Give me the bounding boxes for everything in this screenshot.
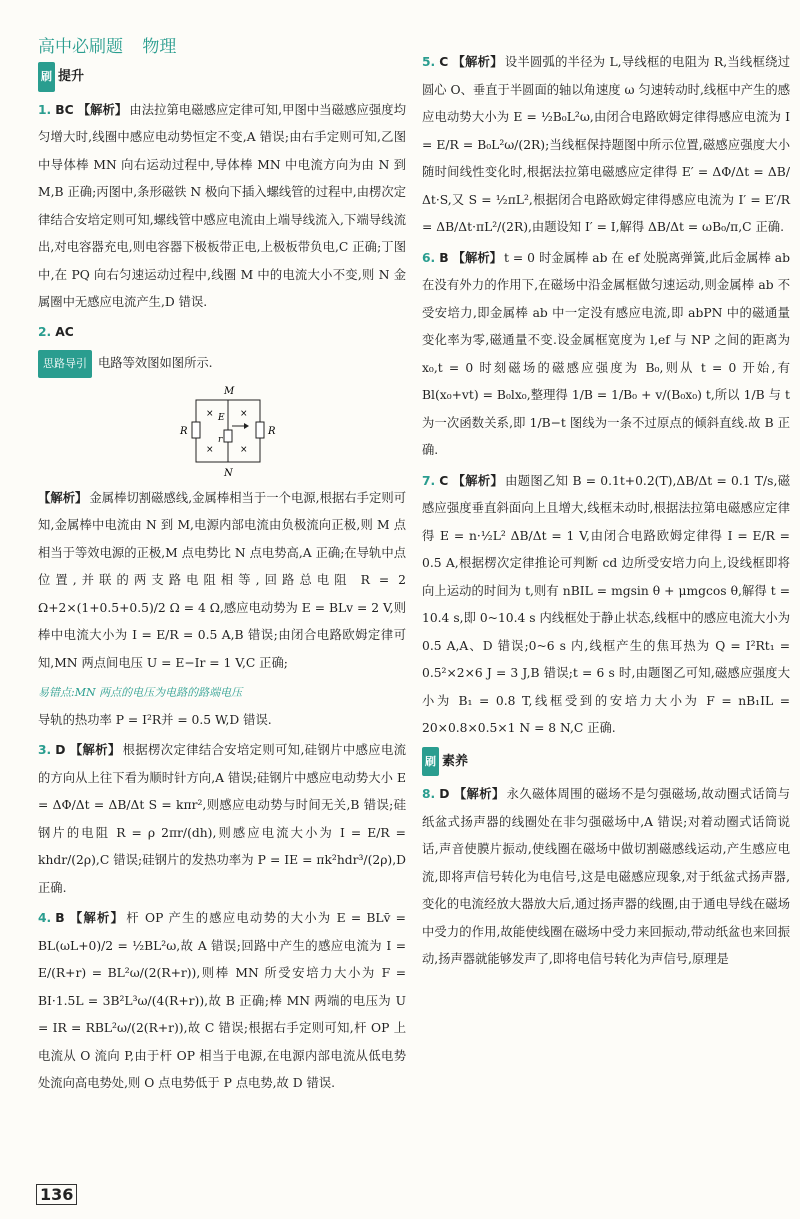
svg-text:×: ×	[240, 408, 248, 419]
answer-2	[38, 484, 406, 678]
question-number: 6.	[422, 250, 436, 265]
answer-key: C	[439, 473, 449, 488]
thinking-guide-badge: 思路导引	[38, 350, 92, 378]
analysis-tag: 【解析】	[452, 54, 503, 69]
analysis-tag: 【解析】	[77, 101, 128, 117]
section-suyang	[422, 747, 468, 777]
section-badge: 刷	[38, 62, 55, 92]
answer-key: D	[55, 743, 66, 757]
page-header	[38, 32, 190, 57]
answer-5	[422, 48, 790, 242]
analysis-text: 由法拉第电磁感应定律可知,甲图中当磁感应强度均匀增大时,线圈中感应电动势恒定不变,A 错误;由右手定则可知,乙图中导体棒 MN 向右运动过程中,导体棒 MN 中电流方向为由 N 到 M,B 正确;丙图中,条形磁铁 N 极向下插入螺线管的过程中,由楞次定律结合安培定则可知,螺线管中感应电流由上端导线流入,下端导线流出,对电容器充电,则电容器下极板带正电,上极板带负电,C 正确;丁图中,在 PQ 向右匀速运动过程中,线圈 M 中的电流大小不变,则 N 金属圈中无感应电流产生,D 错误.	[38, 102, 406, 309]
label-n: N	[224, 467, 233, 478]
analysis-tag: 【解析】	[69, 742, 121, 757]
answer-key: B	[55, 911, 65, 925]
analysis-tag: 【解析】	[38, 489, 88, 505]
question-number: 1.	[38, 102, 52, 117]
error-note: 易错点:MN 两点的电压为电路的路端电压	[38, 686, 243, 699]
right-column	[422, 48, 790, 976]
answer-key: AC	[55, 324, 74, 339]
question-number: 7.	[422, 473, 436, 488]
question-number: 5.	[422, 55, 436, 69]
analysis-tag: 【解析】	[68, 910, 125, 925]
analysis-tag: 【解析】	[452, 472, 504, 488]
label-m: M	[224, 385, 235, 397]
answer-2-head	[38, 319, 406, 347]
analysis-tag: 【解析】	[452, 249, 503, 265]
answer-key: D	[439, 787, 450, 801]
answer-8	[422, 780, 790, 974]
analysis-text: 杆 OP 产生的感应电动势的大小为 E = BLv̄ = BL(ωL+0)/2 = ½BL²ω,故 A 错误;回路中产生的感应电流为 I = E/(R+r) = BL²ω/(2(R+r)),则棒 MN 所受安培力大小为 F = BI·1.5L = 3B²L³ω/(4(R+r)),故 B 正确;棒 MN 两端的电压为 U = IR = RBL²ω/(2(R+r)),故 C 错误;根据右手定则可知,杆 OP 上电流从 O 流向 P,由于杆 OP 相当于电源,在电源内部电流从低电势处流向高电势处,则 O 点电势低于 P 点电势,故 D 错误.	[38, 911, 406, 1090]
label-e: E	[218, 412, 225, 423]
analysis-tag: 【解析】	[453, 786, 505, 801]
answer-1	[38, 96, 406, 317]
answer-2-tail: 导轨的热功率 P = I²R并 = 0.5 W,D 错误.	[38, 712, 272, 727]
question-number: 2.	[38, 324, 52, 339]
analysis-text: 金属棒切割磁感线,金属棒相当于一个电源,根据右手定则可知,金属棒中电流由 N 到 M,电源内部电流由负极流向正极,则 M 点相当于等效电源的正极,M 点电势比 N 点电势高,A 正确;在导轨中点位置,并联的两支路电阻相等,回路总电阻 R = 2 Ω+2×(1+0.5+0.5)/2 Ω = 4 Ω,感应电动势为 E = BLv = 2 V,则棒中电流大小为 I = E/R = 0.5 A,B 错误;由闭合电路欧姆定律可知,MN 两点间电压 U = E−Ir = 1 V,C 正确;	[38, 490, 406, 670]
label-r-internal: r	[218, 434, 223, 445]
section-tisheng	[38, 62, 84, 92]
label-r-right: R	[268, 425, 276, 437]
section-badge: 刷	[422, 747, 439, 777]
analysis-text: 由题图乙知 B = 0.1t+0.2(T),ΔB/Δt = 0.1 T/s,磁感应强度垂直斜面向上且增大,线框未动时,根据法拉第电磁感应定律得 E = n·½L² ΔB/Δt = 1 V,由闭合电路欧姆定律得 I = E/R = 0.5 A,根据楞次定律推论可判断 cd 边所受安培力向上,设线框即将向上运动的时间为 t,则有 nBIL = mgsin θ + μmgcos θ,解得 t = 10.4 s,即 0~10.4 s 内线框处于静止状态,线框中的感应电流大小为 0.5 A,A、D 错误;0~6 s 内,线框产生的焦耳热为 Q = I²Rt₁ = 0.5²×2×6 J = 3 J,B 错误;t = 6 s 时,由题图乙可知,磁感应强度大小为 B₁ = 0.8 T,线框受到的安培力大小为 F = nB₁IL = 20×0.8×0.5×1 N = 8 N,C 正确.	[422, 473, 790, 735]
svg-text:×: ×	[206, 408, 214, 419]
left-column	[38, 60, 406, 1100]
equivalent-circuit-diagram	[178, 382, 278, 478]
book-title: 高中必刷题	[38, 37, 123, 57]
answer-key: B	[439, 250, 449, 265]
question-number: 3.	[38, 743, 52, 757]
answer-4	[38, 904, 406, 1098]
thinking-guide-text: 电路等效图如图所示.	[98, 356, 213, 370]
thinking-guide	[38, 350, 406, 378]
svg-text:×: ×	[240, 444, 248, 455]
label-r-left: R	[180, 425, 188, 437]
analysis-text: 设半圆弧的半径为 L,导线框的电阻为 R,当线框绕过圆心 O、垂直于半圆面的轴以角速度 ω 匀速转动时,线框中产生的感应电动势大小为 E = ½B₀L²ω,由闭合电路欧姆定律得感应电流为 I = E/R = B₀L²ω/(2R);当线框保持题图中所示位置,磁感应强度大小随时间线性变化时,根据法拉第电磁感应定律得 E′ = ΔΦ/Δt = ΔB/Δt·S,又 S = ½πL²,根据闭合电路欧姆定律得感应电流为 I′ = E′/R = ΔB/Δt·πL²/(2R),由题设知 I′ = I,解得 ΔB/Δt = ωB₀/π,C 正确.	[422, 55, 790, 234]
answer-key: BC	[55, 102, 74, 117]
section-title: 素养	[442, 753, 469, 769]
analysis-text: t = 0 时金属棒 ab 在 ef 处脱离弹簧,此后金属棒 ab 在没有外力的作用下,在磁场中沿金属框做匀速运动,则金属棒 ab 不受安培力,即金属棒 ab 中一定没有感应电流,即 abPN 中的磁通量变化率为零,磁通量不变.设金属框宽度为 l,ef 与 NP 之间的距离为 x₀,t = 0 时刻磁场的磁感应强度为 B₀,则从 t = 0 开始,有 Bl(x₀+vt) = B₀lx₀,整理得 1/B = 1/B₀ + v/(B₀x₀) t,所以 1/B 与 t 为一次函数关系,即 1/B−t 图线为一条不过原点的倾斜直线.故 B 正确.	[422, 250, 790, 457]
section-title: 提升	[58, 69, 85, 84]
svg-text:×: ×	[206, 444, 214, 455]
answer-key: C	[439, 55, 449, 69]
answer-3	[38, 736, 406, 902]
analysis-text: 根据楞次定律结合安培定则可知,硅钢片中感应电流的方向从上往下看为顺时针方向,A 错误;硅钢片中感应电动势大小 E = ΔΦ/Δt = ΔB/Δt S = kπr²,则感应电动势与时间无关,B 错误;硅钢片的电阻 R = ρ 2πr/(dh),则感应电流大小为 I = E/R = khdr/(2ρ),C 错误;硅钢片的发热功率为 P = IE = πk²hdr³/(2ρ),D 正确.	[38, 743, 406, 895]
page-number: 136	[36, 1184, 77, 1205]
subject-label: 物理	[142, 37, 177, 57]
question-number: 4.	[38, 911, 52, 925]
answer-7	[422, 467, 790, 743]
analysis-text: 永久磁体周围的磁场不是匀强磁场,故动圈式话筒与纸盆式扬声器的线圈处在非匀强磁场中,A 错误;对着动圈式话筒说话,声音使膜片振动,使线圈在磁场中做切割磁感线运动,产生感应电流,即将声信号转化为电信号,这是电磁感应现象,对于纸盆式扬声器,变化的电流经放大器放大后,通过扬声器的线圈,由于通电导线在磁场中受力的作用,故能使线圈在磁场中受力来回振动,带动纸盆也来回振动,扬声器就能够发声了,即将电信号转化为声信号,原理是	[422, 787, 790, 966]
question-number: 8.	[422, 787, 436, 801]
answer-6	[422, 244, 790, 465]
